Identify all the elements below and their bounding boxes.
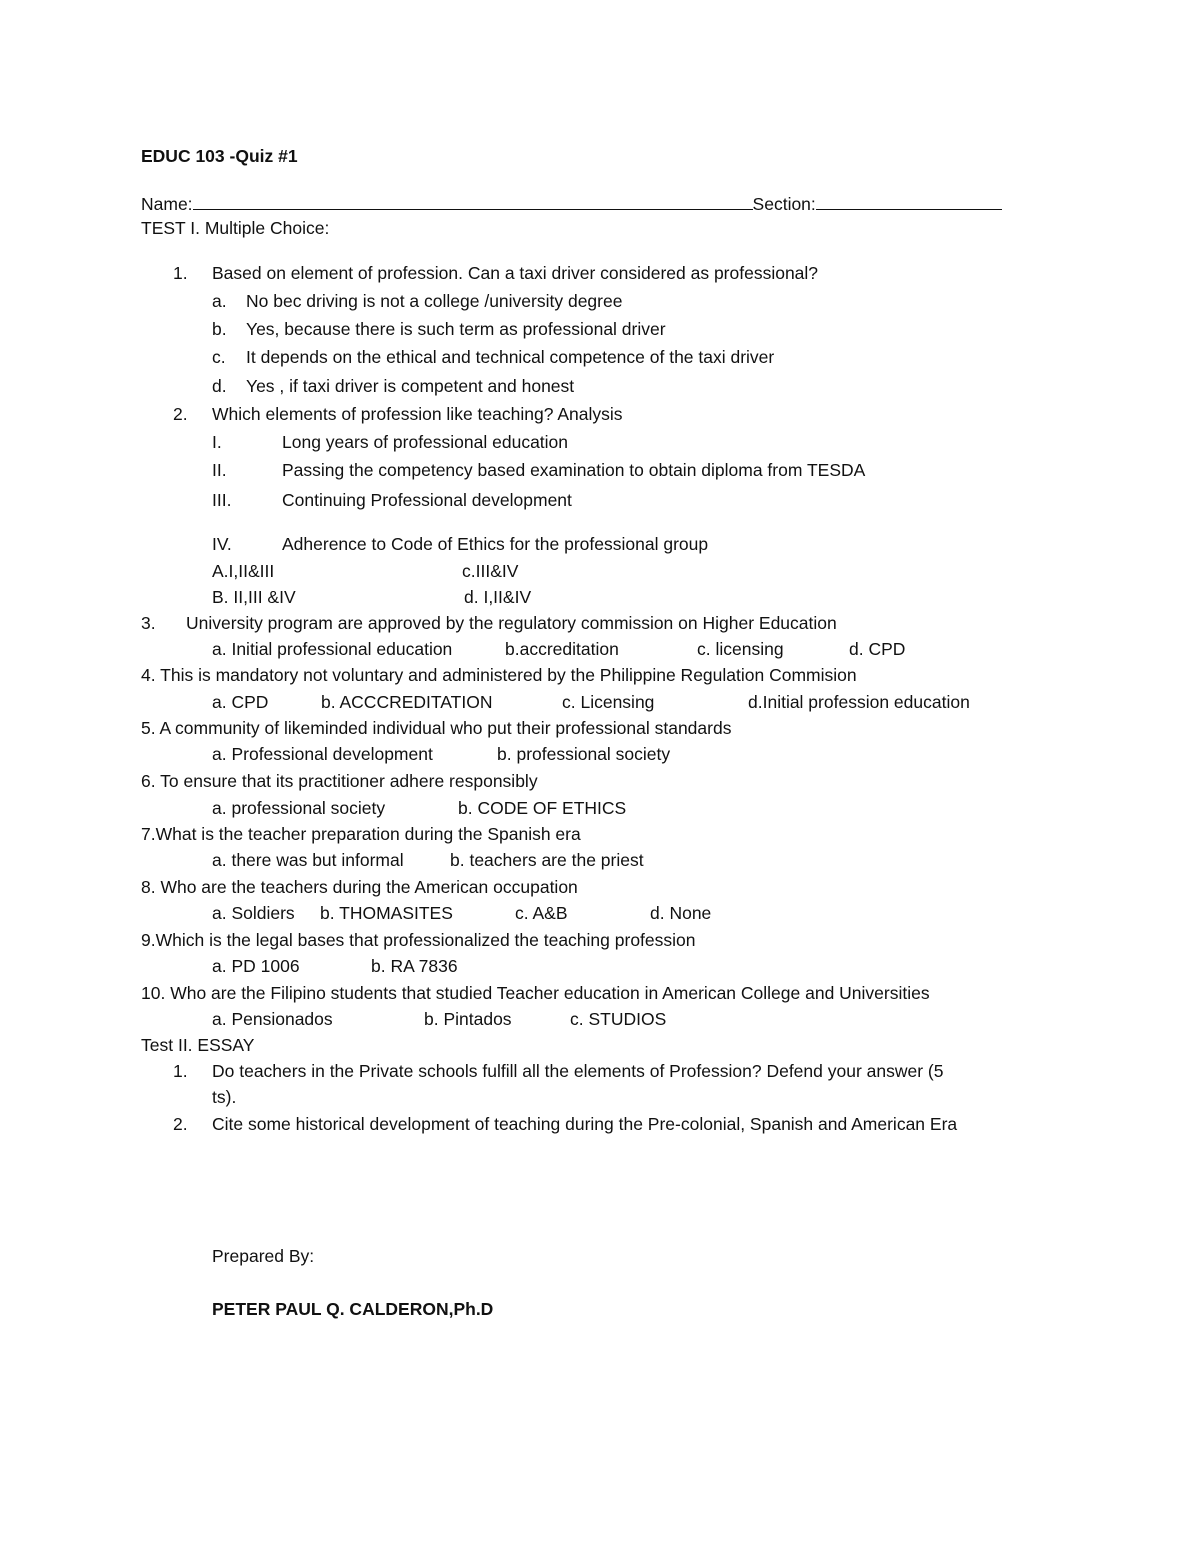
q10-option-b: b. Pintados [424, 1009, 512, 1029]
q5-option-a: a. Professional development [212, 744, 433, 764]
q1-a-letter: a. [212, 291, 227, 311]
q1-d-text: Yes , if taxi driver is competent and honest [246, 376, 575, 396]
q2-option-b: B. II,III &IV [212, 587, 296, 607]
name-label: Name: [141, 194, 193, 214]
q4-option-d: d.Initial profession education [748, 692, 970, 712]
q1-a-text: No bec driving is not a college /university degree [246, 291, 623, 311]
q2-ii-text: Passing the competency based examination to obtain diploma from TESDA [282, 460, 866, 480]
q1-text: Based on element of profession. Can a taxi driver considered as professional? [212, 263, 819, 283]
q1-number: 1. [173, 263, 188, 283]
q7-option-b: b. teachers are the priest [450, 850, 644, 870]
q4-option-c: c. Licensing [562, 692, 655, 712]
q4-text: 4. This is mandatory not voluntary and administered by the Philippine Regulation Commision [141, 665, 857, 685]
essay1-text-line2: ts). [212, 1087, 237, 1107]
section-blank-line [816, 192, 1002, 210]
q2-text: Which elements of profession like teaching? Analysis [212, 404, 623, 424]
q5-option-b: b. professional society [497, 744, 671, 764]
essay2-number: 2. [173, 1114, 188, 1134]
q2-iv-num: IV. [212, 534, 232, 554]
q2-i-num: I. [212, 432, 222, 452]
q3-option-b: b.accreditation [505, 639, 619, 659]
q6-text: 6. To ensure that its practitioner adhere responsibly [141, 771, 538, 791]
quiz-title: EDUC 103 -Quiz #1 [141, 146, 298, 166]
q2-option-c: c.III&IV [462, 561, 519, 581]
q2-number: 2. [173, 404, 188, 424]
test1-heading: TEST I. Multiple Choice: [141, 218, 330, 238]
q2-ii-num: II. [212, 460, 227, 480]
section-label: Section: [752, 194, 816, 214]
q4-option-a: a. CPD [212, 692, 269, 712]
q1-d-letter: d. [212, 376, 227, 396]
essay2-text: Cite some historical development of teaching during the Pre-colonial, Spanish and American Era [212, 1114, 958, 1134]
q8-option-b: b. THOMASITES [320, 903, 453, 923]
q1-c-letter: c. [212, 347, 226, 367]
q6-option-a: a. professional society [212, 798, 386, 818]
essay1-text-line1: Do teachers in the Private schools fulfill all the elements of Profession? Defend your answer (5 [212, 1061, 944, 1081]
q3-option-a: a. Initial professional education [212, 639, 453, 659]
q7-option-a: a. there was but informal [212, 850, 404, 870]
q1-c-text: It depends on the ethical and technical competence of the taxi driver [246, 347, 775, 367]
q5-text: 5. A community of likeminded individual who put their professional standards [141, 718, 732, 738]
name-field-row [141, 192, 1002, 214]
q6-option-b: b. CODE OF ETHICS [458, 798, 627, 818]
q2-iii-num: III. [212, 490, 232, 510]
q1-b-letter: b. [212, 319, 227, 339]
q2-option-d: d. I,II&IV [464, 587, 532, 607]
q8-option-a: a. Soldiers [212, 903, 295, 923]
q1-b-text: Yes, because there is such term as professional driver [246, 319, 666, 339]
q2-iv-text: Adherence to Code of Ethics for the professional group [282, 534, 709, 554]
q3-option-c: c. licensing [697, 639, 784, 659]
prepared-by-label: Prepared By: [212, 1246, 315, 1266]
q2-iii-text: Continuing Professional development [282, 490, 572, 510]
q4-option-b: b. ACCCREDITATION [321, 692, 493, 712]
q8-option-c: c. A&B [515, 903, 568, 923]
q10-text: 10. Who are the Filipino students that studied Teacher education in American College and Universities [141, 983, 930, 1003]
q3-text: University program are approved by the regulatory commission on Higher Education [186, 613, 837, 633]
q9-option-a: a. PD 1006 [212, 956, 300, 976]
q10-option-c: c. STUDIOS [570, 1009, 667, 1029]
q9-text: 9.Which is the legal bases that professionalized the teaching profession [141, 930, 696, 950]
q2-i-text: Long years of professional education [282, 432, 569, 452]
test2-heading: Test II. ESSAY [141, 1035, 255, 1055]
preparer-name: PETER PAUL Q. CALDERON,Ph.D [212, 1299, 494, 1319]
q9-option-b: b. RA 7836 [371, 956, 458, 976]
q8-option-d: d. None [650, 903, 712, 923]
q10-option-a: a. Pensionados [212, 1009, 333, 1029]
q3-option-d: d. CPD [849, 639, 906, 659]
q7-text: 7.What is the teacher preparation during the Spanish era [141, 824, 581, 844]
q2-option-a: A.I,II&III [212, 561, 275, 581]
essay1-number: 1. [173, 1061, 188, 1081]
q8-text: 8. Who are the teachers during the American occupation [141, 877, 578, 897]
q3-number: 3. [141, 613, 156, 633]
name-blank-line [193, 192, 753, 210]
